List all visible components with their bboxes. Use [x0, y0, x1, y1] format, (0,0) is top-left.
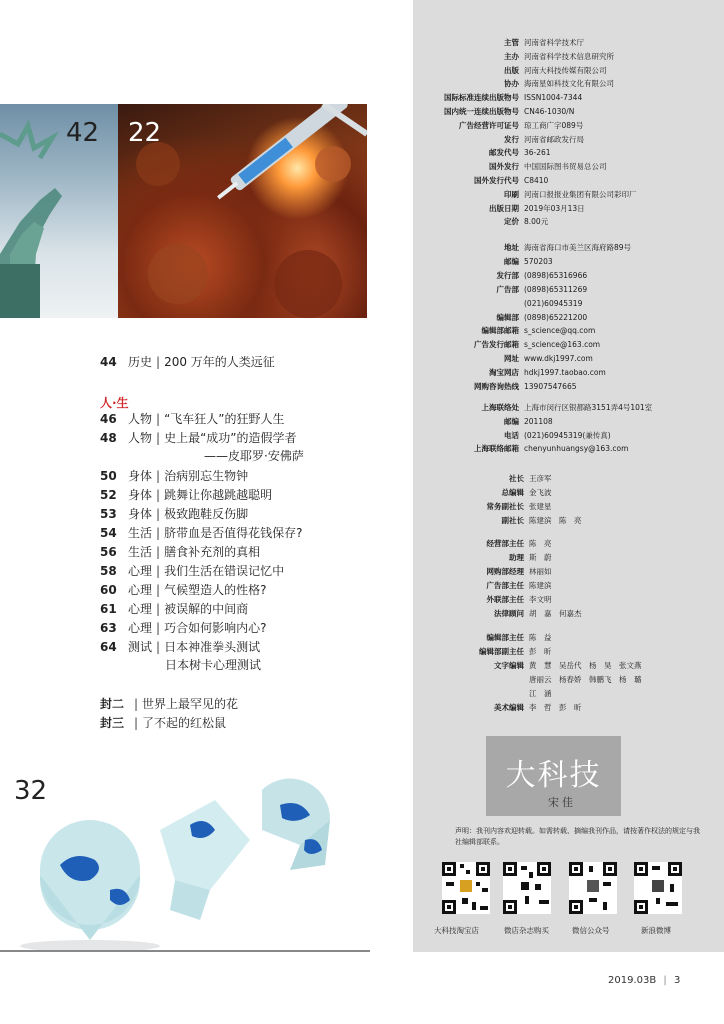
toc-category: 生活: [128, 545, 153, 559]
toc-page-number: 52: [100, 488, 117, 502]
toc-category: 测试: [128, 640, 153, 654]
masthead-value: chenyunhuangsy@163.com: [524, 444, 629, 454]
masthead-label: 副社长: [501, 516, 524, 525]
masthead-value: 李文明: [529, 595, 552, 604]
masthead-value: (0898)65221200: [524, 312, 588, 322]
masthead-label: 上海联络处: [481, 403, 519, 412]
toc-page-number: 64: [100, 640, 117, 654]
toc-category: 历史: [128, 355, 153, 369]
toc-title: 跳舞让你越跳越聪明: [164, 488, 273, 502]
masthead-value: 林丽如: [529, 567, 552, 576]
masthead-label: 文字编辑: [494, 661, 524, 670]
masthead-value: (021)60945319(兼传真): [524, 430, 611, 440]
masthead-label: 发行: [504, 134, 519, 144]
masthead-value: 2019年03月13日: [524, 203, 585, 213]
masthead-label: 主管: [504, 38, 519, 47]
toc-category: 心理: [128, 621, 153, 635]
masthead-value: 河南省邮政发行局: [524, 134, 584, 144]
toc-cover-label: 封三: [100, 716, 125, 730]
masthead-value: 金飞波: [529, 488, 552, 497]
toc-title: 脐带血是否值得花钱保存?: [164, 526, 303, 540]
toc-page-number: 53: [100, 507, 117, 521]
masthead-value: www.dkj1997.com: [524, 354, 593, 364]
statue-of-liberty-image: [0, 104, 118, 318]
right-image-page-number: 22: [128, 118, 162, 148]
left-image-page-number: 42: [66, 118, 100, 148]
masthead-label: 广告经营许可证号: [459, 120, 519, 130]
toc-page-number: 46: [100, 412, 117, 426]
toc-subtitle: 日本树卡心理测试: [165, 658, 262, 672]
qr-code-pattern: [442, 862, 490, 914]
masthead-value: 李 哲 彭 昕: [529, 703, 582, 712]
masthead-value: 唐丽云 杨春娇 韩鹏飞 杨 璐: [529, 675, 642, 684]
masthead-value: CN46-1030/N: [524, 107, 575, 116]
toc-title: “飞车狂人”的狂野人生: [164, 412, 285, 426]
toc-page-number: 63: [100, 621, 117, 635]
masthead-value: 胡 嘉 何嘉杰: [529, 609, 582, 618]
masthead-label: 地址: [504, 243, 519, 252]
masthead-label: 广告发行邮箱: [474, 340, 519, 350]
toc-title: 巧合如何影响内心?: [164, 621, 267, 635]
paper-globes-illustration: [0, 770, 370, 950]
masthead-label: 美术编辑: [494, 703, 524, 712]
masthead-label: 出版日期: [489, 203, 519, 213]
page-divider: [0, 950, 370, 952]
masthead-value: ISSN1004-7344: [524, 93, 583, 103]
masthead-value: 河南口报报业集团有限公司彩印厂: [524, 189, 637, 199]
masthead-value: s_science@163.com: [524, 340, 601, 350]
statue-of-liberty-illustration: [0, 104, 118, 318]
toc-category: 心理: [128, 583, 153, 597]
toc-category: 生活: [128, 526, 153, 540]
masthead-label: 国内统一连续出版物号: [444, 107, 519, 116]
toc-title: 200 万年的人类远征: [164, 355, 275, 369]
toc-title: 极致跑鞋反伤脚: [164, 507, 249, 521]
masthead-label: 邮发代号: [489, 148, 519, 158]
toc-title: 治病别忘生物钟: [164, 469, 249, 483]
masthead-label: 编辑部副主任: [479, 647, 524, 656]
masthead-value: 陈建滨: [529, 581, 552, 590]
masthead-label: 编辑部邮箱: [481, 326, 519, 336]
masthead-label: 广告部: [496, 284, 519, 294]
toc-page-number: 44: [100, 355, 117, 369]
masthead-value: 陈 亮: [529, 539, 552, 548]
toc-entry-subtitle: [165, 657, 261, 673]
toc-page-number: 50: [100, 469, 117, 483]
qr-label: 微店杂志购买: [504, 926, 549, 935]
cancer-cells-image: [118, 104, 367, 318]
masthead-value: 海南星如科技文化有限公司: [524, 79, 614, 89]
masthead-value: s_science@qq.com: [524, 326, 596, 336]
qr-label: 大科技淘宝店: [434, 926, 479, 935]
toc-title: 了不起的红松鼠: [142, 716, 227, 730]
masthead-value: 13907547665: [524, 382, 577, 391]
masthead-label: 网址: [504, 354, 519, 364]
masthead-label: 国际标准连续出版物号: [444, 93, 519, 103]
qr-label: 新浪微博: [641, 926, 671, 935]
masthead-label: 助理: [509, 553, 524, 562]
masthead-label: 网购部经理: [486, 567, 524, 576]
masthead-label: 外联部主任: [486, 595, 524, 604]
toc-page-number: 48: [100, 431, 117, 445]
masthead-value: 8.00元: [524, 217, 549, 227]
masthead-value: 江 涵: [529, 689, 552, 698]
toc-page-number: 60: [100, 583, 117, 597]
masthead-label: 邮编: [504, 416, 519, 426]
toc-title: 日本神准拳头测试: [164, 640, 261, 654]
masthead-value: 570203: [524, 256, 553, 266]
logo-title: 大科技: [505, 758, 602, 793]
toc-category: 身体: [128, 488, 153, 502]
toc-category: 心理: [128, 602, 153, 616]
toc-page-number: 61: [100, 602, 117, 616]
masthead-label: 主办: [504, 51, 519, 61]
masthead-value: 黄 慧 吴岳代 杨 昊 张文燕: [529, 661, 642, 670]
masthead-label: 上海联络邮箱: [474, 444, 519, 454]
masthead-value: 36-261: [524, 148, 551, 158]
qr-code-icon[interactable]: [442, 862, 490, 914]
masthead-label: 国外发行代号: [474, 176, 519, 185]
masthead-value: 斯 蔚: [529, 553, 552, 562]
qr-label: 微信公众号: [572, 926, 610, 935]
masthead-value: 上海市闵行区银都路3151弄4号101室: [524, 403, 653, 412]
globe-image-page-number: 32: [14, 776, 48, 806]
masthead-label: 出版: [504, 65, 519, 75]
toc-page-number: 56: [100, 545, 117, 559]
toc-category: 身体: [128, 507, 153, 521]
masthead-label: 经营部主任: [486, 539, 524, 548]
masthead-value: 陈建滨 陈 亮: [529, 516, 582, 525]
toc-subtitle: ——皮耶罗·安佛萨: [204, 449, 304, 463]
qr-code-icon[interactable]: [634, 862, 682, 914]
masthead-value: 河南省科学技术信息研究所: [524, 51, 614, 61]
qr-code-pattern: [634, 862, 682, 914]
toc-entry-subtitle: [204, 448, 304, 464]
masthead-label: 邮编: [504, 256, 519, 266]
masthead-label: 编辑部: [496, 312, 519, 322]
masthead-value: (0898)65311269: [524, 284, 588, 294]
qr-code-icon[interactable]: [503, 862, 551, 914]
masthead-value: 王彦军: [529, 474, 552, 483]
page-footer: [608, 975, 680, 986]
section-heading: 人·生: [100, 396, 129, 410]
masthead-label: 法律顾问: [494, 609, 524, 618]
masthead-label: 定价: [504, 217, 519, 227]
masthead-value: 彭 昕: [529, 647, 552, 656]
toc-category: 人物: [128, 412, 153, 426]
toc-title: 被误解的中间商: [164, 602, 249, 616]
globes-image: [0, 770, 370, 950]
masthead-label: 广告部主任: [486, 581, 524, 590]
qr-code-pattern: [569, 862, 617, 914]
toc-title: 我们生活在错误记忆中: [164, 564, 285, 578]
logo-signature: 宋佳: [548, 796, 576, 809]
page-number: 3: [673, 975, 681, 986]
masthead-label: 淘宝网店: [489, 368, 519, 378]
masthead-value: 陈 益: [529, 633, 552, 642]
footer-separator: |: [663, 975, 667, 986]
masthead-value: hdkj1997.taobao.com: [524, 368, 606, 378]
masthead-label: 电话: [504, 430, 519, 440]
masthead-value: 张建星: [529, 502, 552, 511]
toc-category: 心理: [128, 564, 153, 578]
toc-cover-label: 封二: [100, 697, 125, 711]
masthead-value: C8410: [524, 176, 549, 185]
masthead-label: 网购咨询热线: [474, 382, 519, 391]
toc-page-number: 58: [100, 564, 117, 578]
masthead-label: 印刷: [504, 189, 519, 199]
toc-category: 人物: [128, 431, 153, 445]
masthead-value: (0898)65316966: [524, 270, 588, 280]
copyright-statement: 声明：我刊内容欢迎转载。如需转载、摘编我刊作品，请按著作权法的规定与我社编辑部联系。: [455, 827, 700, 846]
qr-code-icon[interactable]: [569, 862, 617, 914]
toc-category: 身体: [128, 469, 153, 483]
masthead-value: (021)60945319: [524, 298, 583, 308]
masthead-value: 河南省科学技术厅: [524, 38, 584, 47]
masthead-value: 琼工商广字089号: [524, 120, 584, 130]
masthead-value: 海南省海口市美兰区海府路89号: [524, 243, 632, 252]
toc-title: 史上最“成功”的造假学者: [164, 431, 297, 445]
masthead-label: 发行部: [496, 270, 519, 280]
masthead-label: 编辑部主任: [486, 633, 524, 642]
toc-title: 世界上最罕见的花: [142, 697, 239, 711]
issue-number: 2019.03B: [608, 975, 657, 986]
masthead-label: 总编辑: [501, 488, 524, 497]
masthead-value: 中国国际图书贸易总公司: [524, 162, 607, 172]
magazine-logo: [486, 736, 621, 816]
masthead-label: 协办: [504, 79, 519, 89]
masthead-value: 201108: [524, 416, 553, 426]
masthead-label: 国外发行: [489, 162, 519, 172]
toc-page-number: 54: [100, 526, 117, 540]
toc-title: 气候塑造人的性格?: [164, 583, 267, 597]
toc-title: 膳食补充剂的真相: [164, 545, 261, 559]
masthead-label: 社长: [509, 474, 524, 483]
qr-code-pattern: [503, 862, 551, 914]
masthead-value: 河南大科技传媒有限公司: [524, 65, 607, 75]
masthead-label: 常务副社长: [486, 502, 524, 511]
